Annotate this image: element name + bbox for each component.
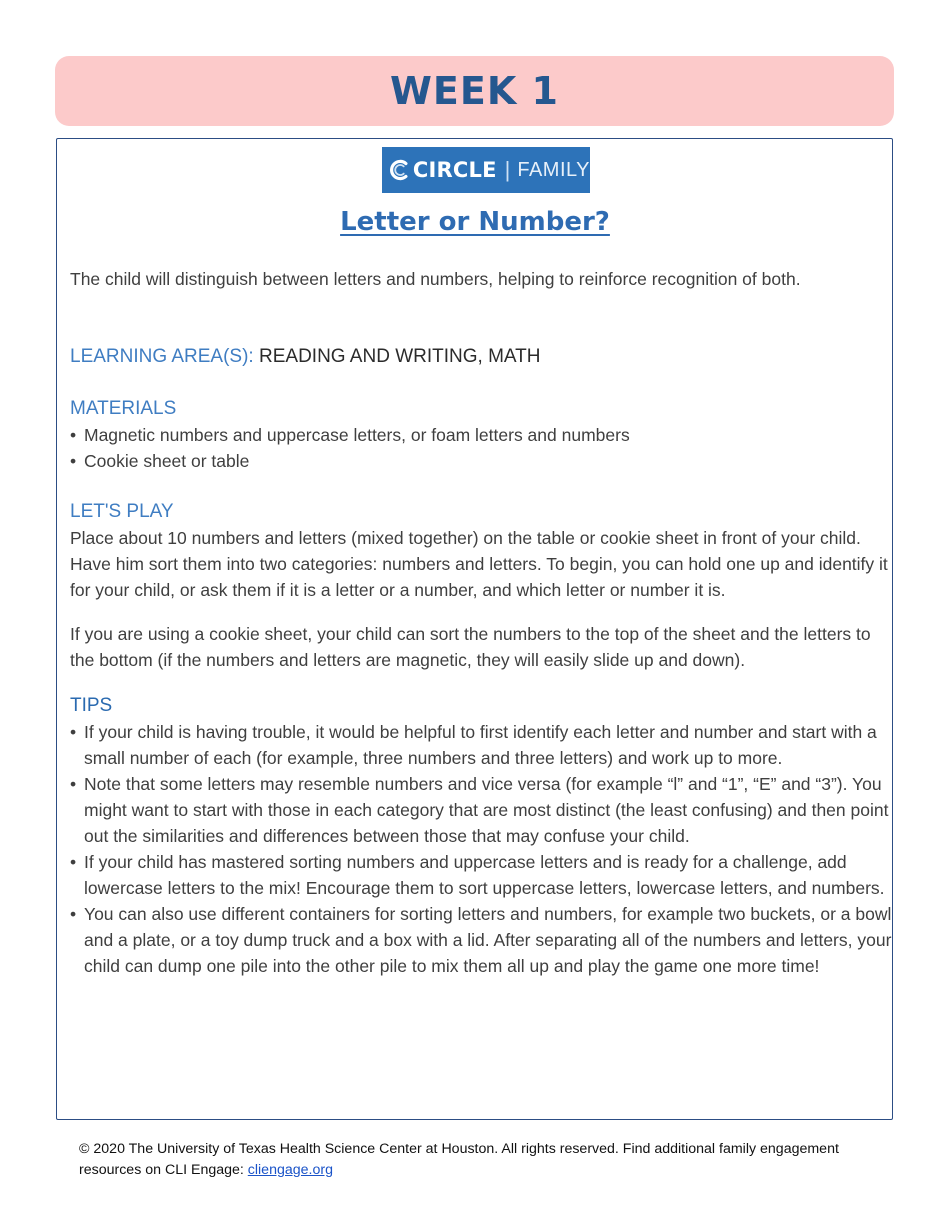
circle-c-logo-icon [388,153,411,187]
materials-list [70,422,894,474]
tips-item: • If your child has mastered sorting numbers and uppercase letters and is ready for a challenge, add lowercase letters to the mix! Encourage them to sort uppercase letters, lowercase letters, and numbers. [70,849,894,901]
materials-item: • Cookie sheet or table [70,448,894,474]
learning-area-value: READING AND WRITING, MATH [259,346,541,367]
activity-title: Letter or Number? [340,207,610,237]
logo-separator: | [504,157,511,182]
tips-item: • You can also use different containers for sorting letters and numbers, for example two buckets, or a bowl and a plate, or a toy dump truck and a box with a lid. After separating all of the numbers and letters, your child can dump one pile into the other pile to mix them all up and play the game one more time! [70,901,894,979]
materials-heading: MATERIALS [70,398,177,419]
logo-brand: CIRCLE [412,158,497,182]
circle-family-logo [382,147,590,193]
week-title: WEEK 1 [390,69,559,113]
lets-play-paragraph: Place about 10 numbers and letters (mixed together) on the table or cookie sheet in front of your child. Have him sort them into two categories: numbers and letters. To begin, you can hold one up and identify it for your child, or ask them if it is a letter or a number, and which letter or number it is. [70,528,888,600]
lets-play-paragraph: If you are using a cookie sheet, your child can sort the numbers to the top of the sheet and the letters to the bottom (if the numbers and letters are magnetic, they will easily slide up and down). [70,624,871,670]
tips-item: • If your child is having trouble, it would be helpful to first identify each letter and number and start with a small number of each (for example, three numbers and three letters) and work up to more. [70,719,894,771]
footer [79,1139,859,1181]
learning-area [70,344,894,370]
materials-item: • Magnetic numbers and uppercase letters, or foam letters and numbers [70,422,894,448]
activity-content [70,266,894,979]
tips-list [70,719,894,979]
lets-play-heading: LET'S PLAY [70,501,174,522]
week-banner [55,56,894,126]
logo-product: FAMILY [517,158,590,181]
footer-text: © 2020 The University of Texas Health Science Center at Houston. All rights reserved. Find additional family engagement resources on CLI Engage: [79,1141,839,1178]
tips-item: • Note that some letters may resemble numbers and vice versa (for example “l” and “1”, “E” and “3”). You might want to start with those in each category that are most distinct (the least confusing) and then point out the similarities and differences between those that may confuse your child. [70,771,894,849]
activity-intro: The child will distinguish between letters and numbers, helping to reinforce recognition of both. [70,269,801,289]
cliengage-link[interactable]: cliengage.org [247,1162,333,1178]
tips-heading: TIPS [70,695,113,716]
learning-area-label: LEARNING AREA(S): [70,346,259,367]
